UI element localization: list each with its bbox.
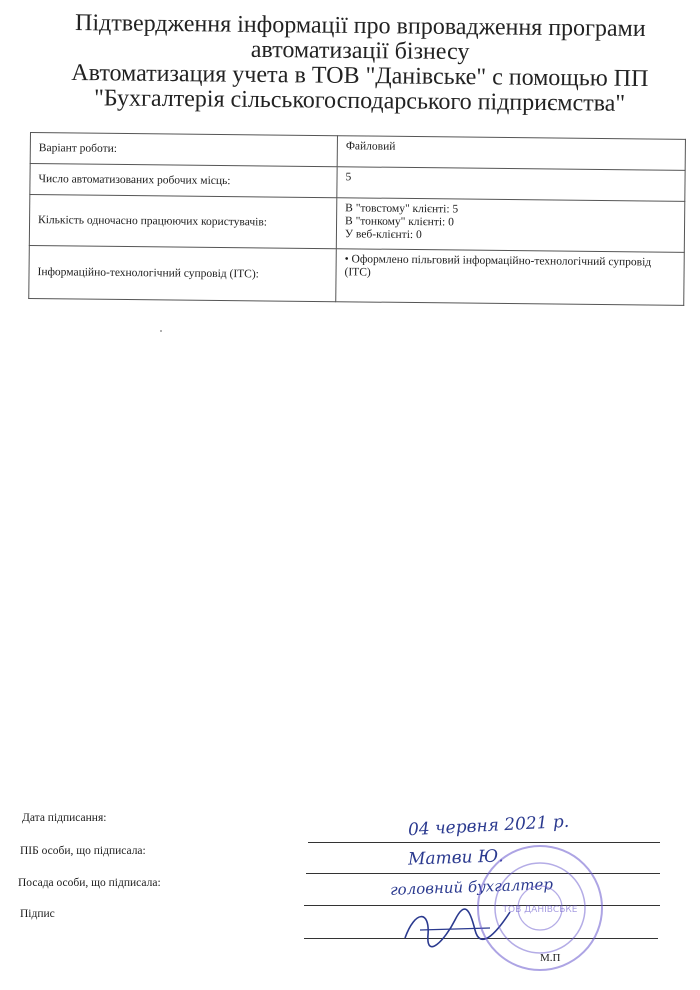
row-label: Кількість одночасно працюючих користувачів:: [29, 195, 337, 249]
position-label: Посада особи, що підписала:: [18, 877, 161, 889]
document-title: [39, 11, 680, 118]
stamp-text: ТОВ ДАНІВСЬКЕ: [502, 905, 578, 915]
stamp-mark: М.П: [540, 952, 561, 964]
name-handwritten: Матви Ю.: [407, 846, 504, 870]
sign-label: Підпис: [20, 908, 55, 920]
title-line-1: Підтвердження інформації про впровадження програми: [74, 10, 646, 42]
row-value: [336, 198, 685, 253]
its-status-line-1: • Оформлено пільговий інформаційно-технологічний супровід: [344, 253, 652, 269]
row-label: Інформаційно-технологічний супровід (ІТС):: [29, 245, 337, 301]
title-line-2: автоматизації бізнесу: [250, 36, 470, 66]
title-line-4: "Бухгалтерія сільськогосподарського підприємства": [93, 85, 626, 117]
its-status-line-2: (ІТС): [344, 266, 371, 279]
title-line-3: Автоматизация учета в ТОВ "Данівське" с помощью ПП: [71, 59, 649, 93]
row-label: Варіант роботи:: [30, 133, 337, 167]
row-value: [336, 249, 685, 306]
position-handwritten: головний бухгалтер: [389, 875, 554, 899]
scan-speck: [160, 330, 162, 332]
row-value: Файловий: [337, 136, 685, 171]
table-row: [29, 245, 685, 305]
date-handwritten: 04 червня 2021 р.: [407, 811, 570, 841]
info-table: [28, 132, 686, 306]
name-label: ПІБ особи, що підписала:: [20, 845, 146, 857]
thin-client-count: В "тонкому" клієнті: 0: [345, 215, 454, 229]
web-client-count: У веб-клієнті: 0: [344, 228, 422, 242]
thick-client-count: В "товстому" клієнті: 5: [345, 202, 459, 216]
date-label: Дата підписання:: [22, 812, 107, 824]
table-row: [29, 195, 684, 253]
row-label: Число автоматизованих робочих місць:: [30, 164, 337, 198]
row-value: 5: [337, 167, 685, 202]
